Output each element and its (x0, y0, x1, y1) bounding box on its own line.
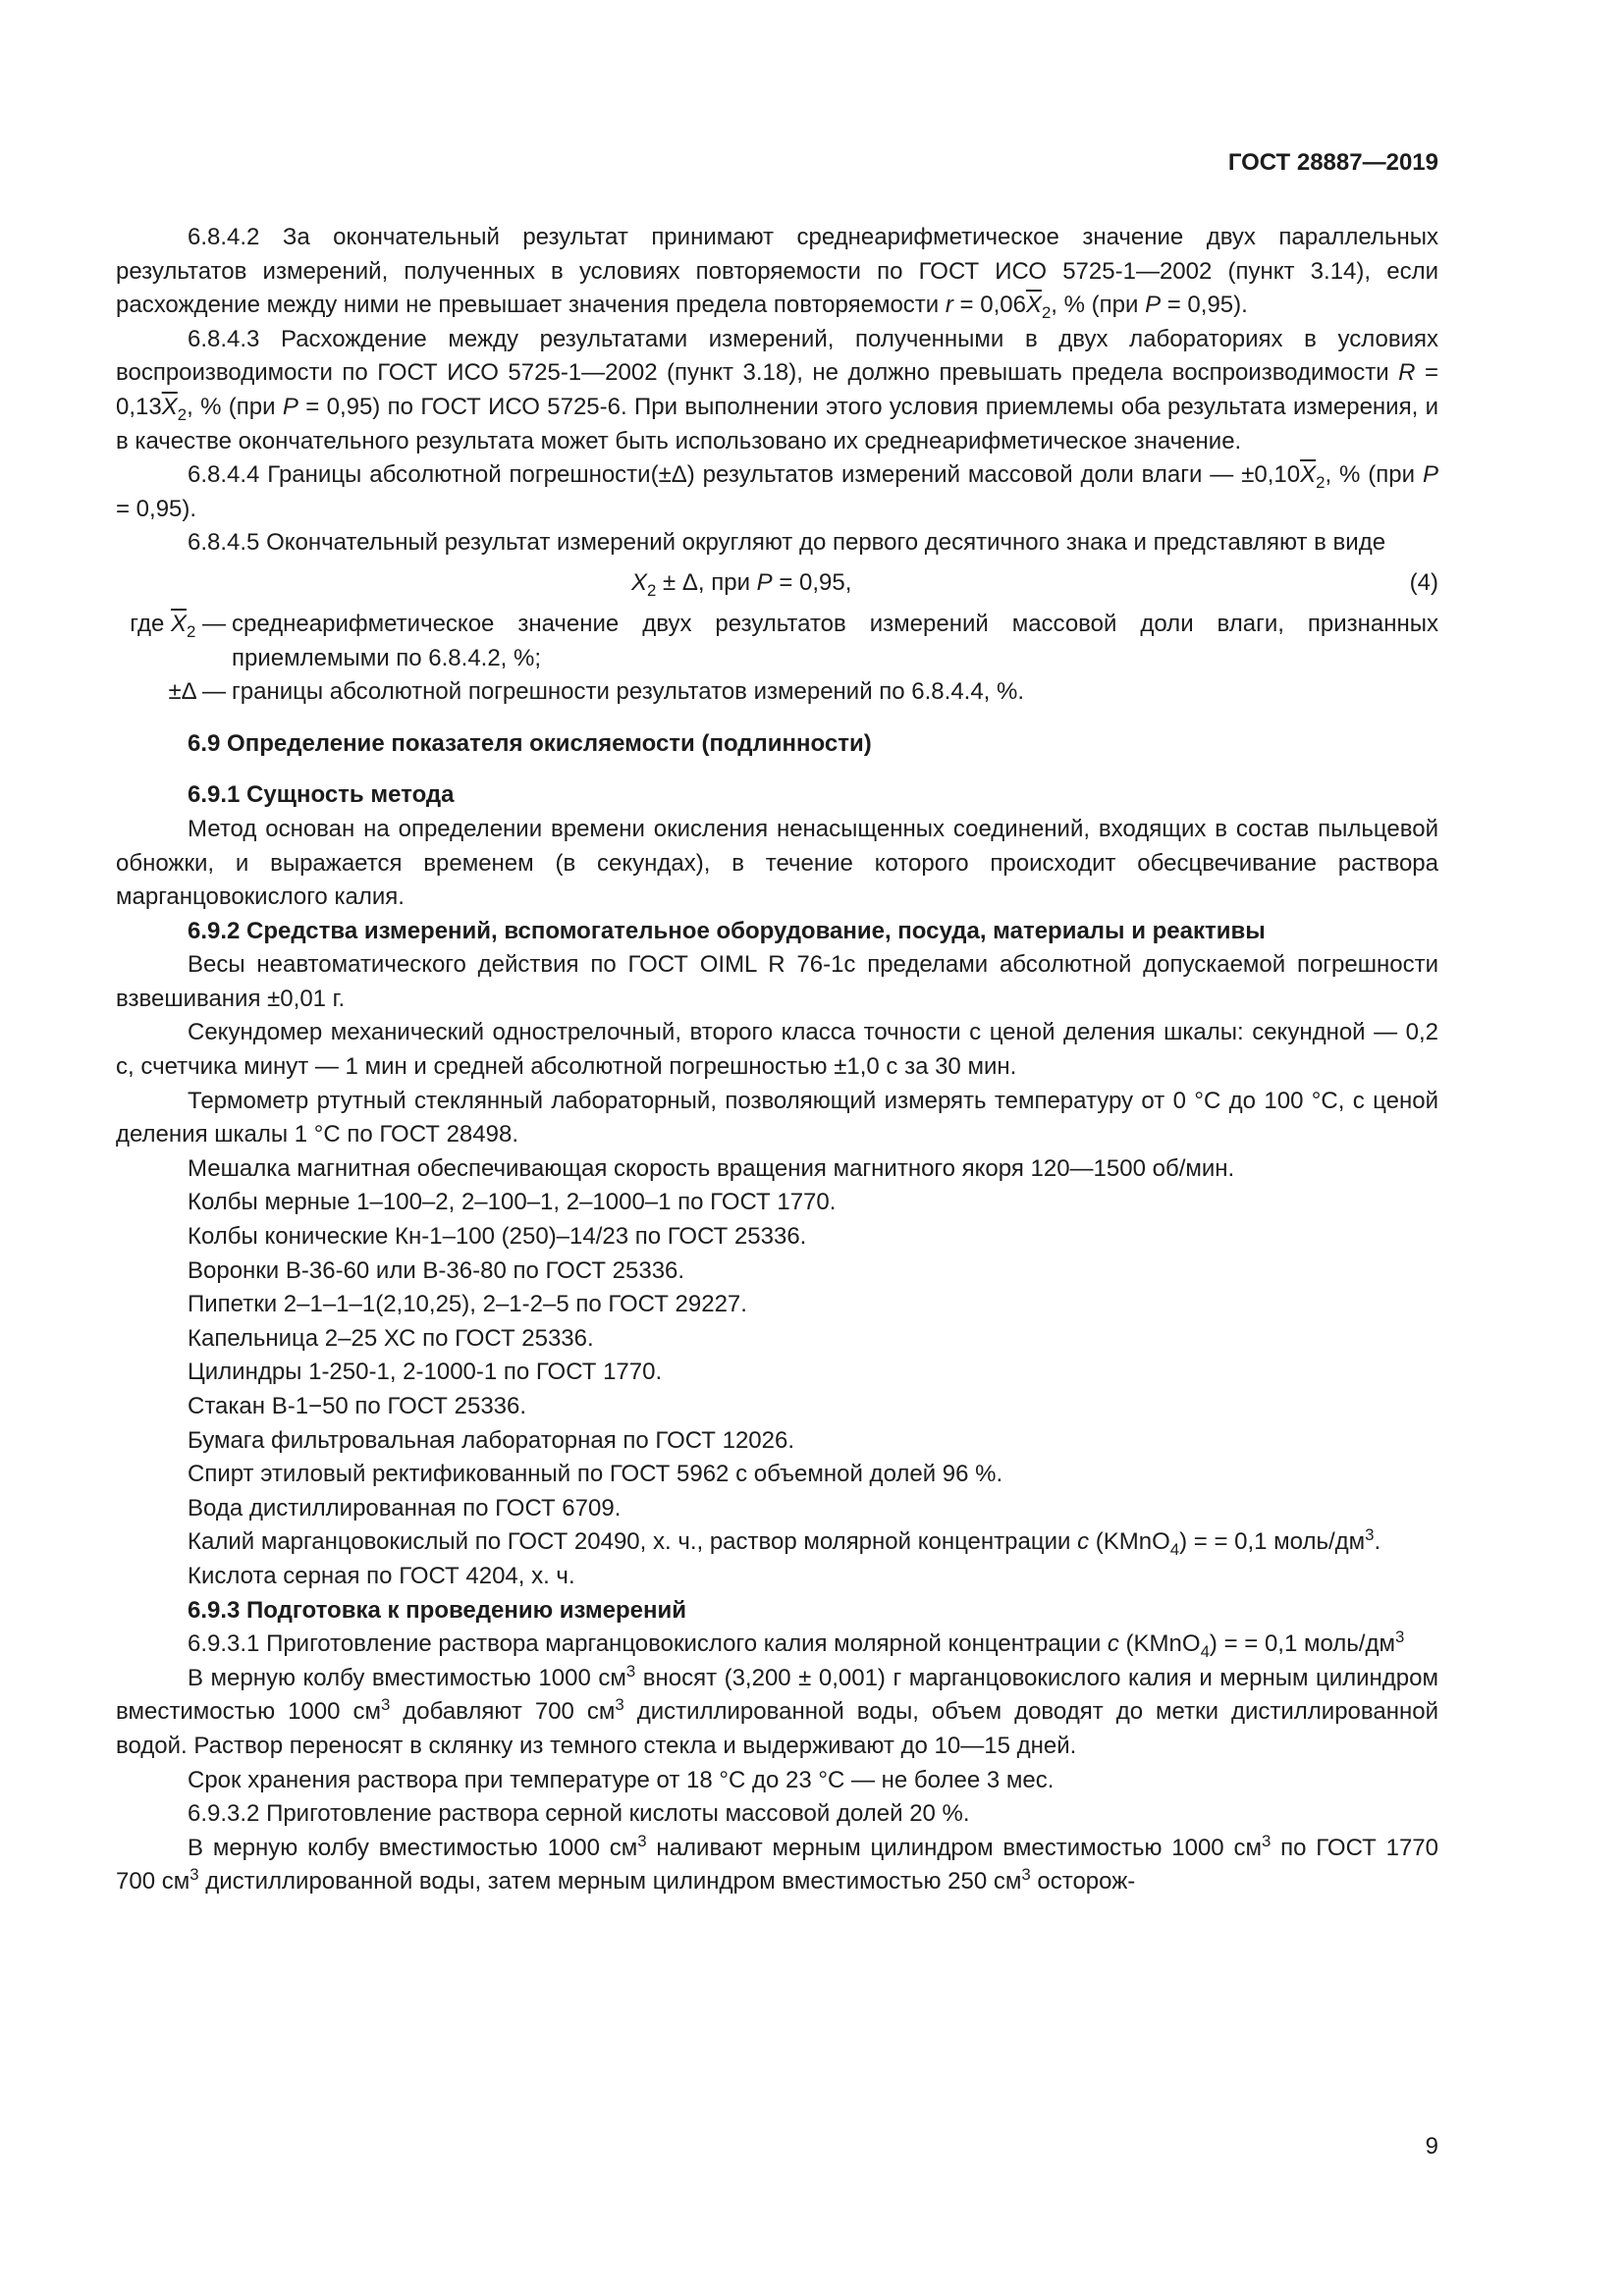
text-run: 6.8.4.2 За окончательный результат принимают среднеарифметическое значение двух параллельных результатов измерений, полученных в условиях повторяемости по ГОСТ ИСО 5725-1—2002 (пункт 3.14), если расхождение между ними не превышает значения предела повторяемости (116, 224, 1438, 319)
text-run: Калий марганцовокислый по ГОСТ 20490, х. ч., раствор молярной концентрации (188, 1528, 1078, 1556)
superscript: 3 (637, 1831, 647, 1850)
paragraph-acid-preparation (116, 1832, 1438, 1899)
symbol-c: с (1107, 1630, 1119, 1658)
superscript: 3 (189, 1865, 199, 1885)
text-run: дистиллированной воды, объем доводят до метки дистиллированной водой. Раствор переносят в склянку из темного стекла и выдерживают до 10—15 дней. (116, 1698, 1438, 1759)
text-run: наливают мерным цилиндром вместимостью 1000 см (646, 1834, 1262, 1861)
formula-expression (631, 566, 851, 601)
text-run: = 0,95). (116, 495, 197, 522)
text-run: 6.8.4.3 Расхождение между результатами измерений, полученными в двух лабораториях в условиях воспроизводимости по ГОСТ ИСО 5725-1—2002 (пункт 3.18), не должно превышать предела воспроизводимости (116, 325, 1438, 387)
text-run: ) = = 0,1 моль/дм (1209, 1630, 1395, 1658)
list-item: Вода дистиллированная по ГОСТ 6709. (188, 1494, 622, 1522)
list-item: Цилиндры 1-250-1, 2-1000-1 по ГОСТ 1770. (188, 1359, 663, 1386)
subscript: 2 (186, 621, 196, 641)
subscript: 2 (1316, 472, 1326, 492)
text-run: 6.9.3.1 Приготовление раствора марганцовокислого калия молярной концентрации (188, 1630, 1108, 1658)
page-number: 9 (1425, 2133, 1438, 2160)
text-run: 6.8.4.4 Границы абсолютной погрешности(±Δ) результатов измерений массовой доли влаги — ±0,10 (188, 461, 1301, 489)
formula-4 (116, 564, 1438, 604)
list-item: Колбы мерные 1–100–2, 2–100–1, 2–1000–1 по ГОСТ 1770. (188, 1189, 837, 1216)
text-run: . (1374, 1528, 1381, 1556)
text-run: — (195, 610, 226, 637)
standard-header: ГОСТ 28887—2019 (1227, 149, 1438, 176)
superscript: 3 (615, 1695, 624, 1715)
text-run: , % (при (187, 393, 283, 420)
symbol-p: P (756, 568, 773, 596)
text-run: осторож- (1030, 1868, 1136, 1896)
paragraph-6-9-3-2: 6.9.3.2 Приготовление раствора серной кислоты массовой долей 20 %. (188, 1800, 970, 1828)
text-run: = 0,06 (952, 292, 1026, 319)
symbol-p: P (1422, 461, 1438, 489)
symbol-x-mean: $\overline{X}$ (170, 610, 187, 637)
text-run: где (130, 610, 171, 637)
list-item: Весы неавтоматического действия по ГОСТ OIML R 76-1c пределами абсолютной допускаемой погрешности взвешивания ±0,01 г. (116, 951, 1438, 1012)
paragraph-6-8-4-5: 6.8.4.5 Окончательный результат измерений округляют до первого десятичного знака и представляют в виде (188, 529, 1386, 557)
list-item: Спирт этиловый ректификованный по ГОСТ 5962 с объемной долей 96 %. (188, 1461, 1003, 1488)
superscript: 3 (380, 1695, 391, 1715)
symbol-x-mean: $\overline{X}$ (1300, 461, 1317, 489)
text-run: добавляют 700 см (390, 1698, 616, 1726)
symbol-p: P (1145, 292, 1162, 319)
symbol-r: R (1398, 359, 1416, 387)
list-item: Пипетки 2–1–1–1(2,10,25), 2–1-2–5 по ГОСТ 29227. (188, 1291, 747, 1318)
superscript: 3 (1365, 1525, 1375, 1545)
where-definition-1: среднеарифметическое значение двух результатов измерений массовой доли влаги, признанных приемлемыми по 6.8.4.2, %; (232, 610, 1438, 671)
where-term-2: ±Δ — (168, 678, 226, 706)
paragraph-6-9-1: Метод основан на определении времени окисления ненасыщенных соединений, входящих в состав пыльцевой обножки, и выражается временем (в секундах), в течение которого происходит обесцвечивание раствора марганцовокислого калия. (116, 815, 1438, 911)
formula-number: (4) (1409, 568, 1438, 596)
list-item: Секундомер механический однострелочный, второго класса точности с ценой деления шкалы: секундной — 0,2 с, счетчика минут — 1 мин и средней абсолютной погрешностью ±1,0 с за 30 мин. (116, 1019, 1438, 1081)
paragraph-6-8-4-2 (116, 221, 1438, 323)
document-body (116, 221, 1438, 1899)
symbol-x-mean: $\overline{X}$ (161, 393, 178, 420)
superscript: 3 (625, 1661, 636, 1681)
text-run: дистиллированной воды, затем мерным цилиндром вместимостью 250 см (198, 1868, 1022, 1896)
heading-6-9-3: 6.9.3 Подготовка к проведению измерений (188, 1596, 686, 1624)
list-item: Колбы конические Кн-1–100 (250)–14/23 по ГОСТ 25336. (188, 1223, 807, 1251)
list-item: Мешалка магнитная обеспечивающая скорость вращения магнитного якоря 120—1500 об/мин. (188, 1154, 1235, 1182)
subscript: 2 (647, 580, 657, 600)
text-run: ) = = 0,1 моль/дм (1179, 1528, 1366, 1556)
text-run: = 0,13 (116, 359, 1439, 420)
text-run: вносят (3,200 ± 0,001) г марганцовокислого калия и мерным цилиндром вместимостью 1000 см (116, 1664, 1438, 1726)
where-clause-2 (116, 675, 1438, 710)
list-item: Капельница 2–25 ХС по ГОСТ 25336. (188, 1324, 594, 1352)
paragraph-6-9-3-1 (116, 1628, 1438, 1662)
text-run: = 0,95, (772, 568, 852, 596)
paragraph-storage: Срок хранения раствора при температуре от 18 °С до 23 °С — не более 3 мес. (188, 1766, 1055, 1793)
text-run: В мерную колбу вместимостью 1000 см (188, 1664, 626, 1691)
superscript: 3 (1394, 1628, 1405, 1647)
text-run: В мерную колбу вместимостью 1000 см (188, 1834, 638, 1861)
text-run: (KMnO (1089, 1528, 1170, 1556)
symbol-c: с (1077, 1528, 1090, 1556)
paragraph-preparation (116, 1662, 1438, 1764)
paragraph-6-8-4-3 (116, 323, 1438, 458)
superscript: 3 (1261, 1831, 1272, 1850)
subscript: 4 (1200, 1641, 1210, 1661)
symbol-x-mean: $\overline{X}$ (1025, 292, 1042, 319)
subscript: 2 (177, 404, 188, 424)
text-run: ± Δ, при (656, 568, 757, 596)
list-item: Стакан В-1−50 по ГОСТ 25336. (188, 1393, 527, 1419)
where-term-1 (116, 608, 226, 675)
list-item: Воронки В-36-60 или В-36-80 по ГОСТ 25336. (188, 1256, 685, 1284)
text-run: по ГОСТ 1770 700 см (116, 1834, 1438, 1896)
text-run: , % (при (1325, 461, 1423, 489)
list-item: Термометр ртутный стеклянный лабораторный, позволяющий измерять температуру от 0 °С до 100 °С, с ценой деления шкалы 1 °С по ГОСТ 28498. (116, 1087, 1438, 1148)
paragraph-6-8-4-4 (116, 458, 1438, 526)
section-6-9-title: 6.9 Определение показателя окисляемости (подлинности) (188, 729, 872, 757)
text-run: = 0,95). (1161, 292, 1248, 319)
subscript: 2 (1041, 302, 1052, 322)
heading-6-9-2: 6.9.2 Средства измерений, вспомогательное оборудование, посуда, материалы и реактивы (188, 917, 1266, 944)
heading-6-9-1: 6.9.1 Сущность метода (188, 781, 455, 809)
symbol-r: r (945, 292, 953, 319)
list-item: Бумага фильтровальная лабораторная по ГОСТ 12026. (188, 1426, 795, 1454)
superscript: 3 (1021, 1865, 1031, 1885)
list-item-kmno4 (116, 1525, 1438, 1560)
where-definition-2: границы абсолютной погрешности результатов измерений по 6.8.4.4, %. (232, 678, 1025, 706)
subscript: 4 (1169, 1540, 1180, 1560)
symbol-p: P (282, 393, 298, 420)
text-run: (KMnO (1118, 1630, 1201, 1658)
text-run: = 0,95) по ГОСТ ИСО 5725-6. При выполнении этого условия приемлемы оба результата измерения, и в качестве окончательного результата может быть использовано их среднеарифметическое значение. (116, 393, 1439, 454)
symbol-x: X (631, 568, 648, 596)
list-item: Кислота серная по ГОСТ 4204, х. ч. (188, 1562, 575, 1589)
where-clause-1 (116, 608, 1438, 675)
text-run: , % (при (1051, 292, 1146, 319)
